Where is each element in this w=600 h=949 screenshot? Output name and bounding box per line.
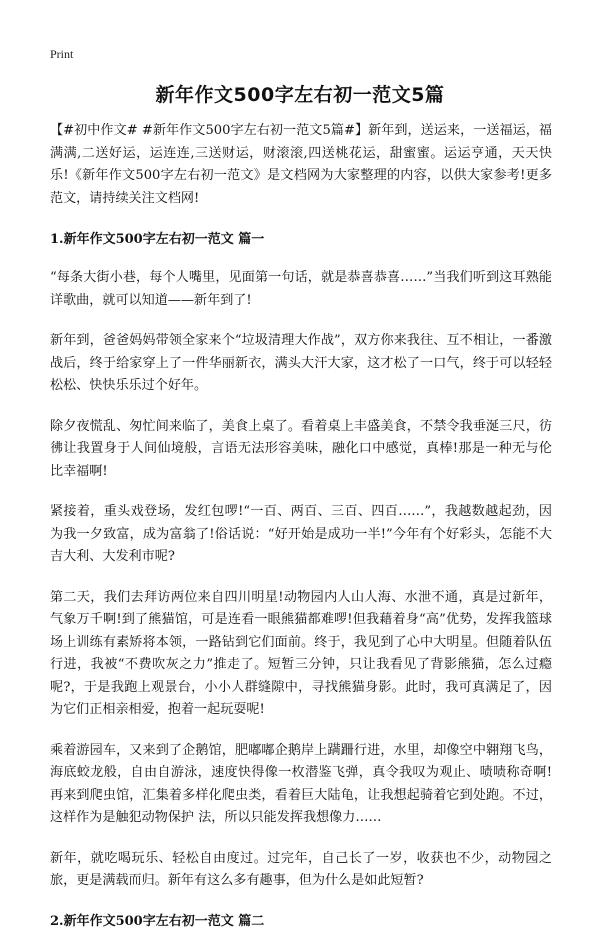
section-heading-1: 1.新年作文500字左右初一范文 篇一 [50, 232, 265, 247]
paragraph-4: 紧接着，重头戏登场，发红包啰!“一百、两百、三百、四百……”，我越数越起劲，因为我一夕致富，成为富翁了!俗话说：“好开始是成功一半!”今年有个好彩头，怎能不大吉大利、大发利市呢? [50, 504, 552, 564]
paragraph-2: 新年到，爸爸妈妈带领全家来个“垃圾清理大作战”，双方你来我往、互不相让，一番激战后，终于给家穿上了一件华丽新衣，满头大汗大家，这才松了一口气，终于可以轻轻松松、快快乐乐过个好年。 [50, 333, 552, 393]
paragraph-3: 除夕夜慌乱、匆忙间来临了，美食上桌了。看着桌上丰盛美食，不禁令我垂涎三尺，彷彿让我置身于人间仙境般，言语无法形容美味，融化口中感觉，真棒!那是一种无与伦比幸福啊! [50, 418, 552, 479]
paragraph-7: 新年，就吃喝玩乐、轻松自由度过。过完年，自己长了一岁，收获也不少，动物园之旅，更是满载而归。新年有这么多有趣事，但为什么是如此短暂? [50, 850, 552, 888]
paragraph-1: “每条大街小巷，每个人嘴里，见面第一句话，就是恭喜恭喜……”当我们听到这耳熟能详歌曲，就可以知道——新年到了! [50, 270, 552, 308]
intro-paragraph: 【#初中作文# #新年作文500字左右初一范文5篇#】新年到，送运来，一送福运，福满满,二送好运，运连连,三送财运，财滚滚,四送桃花运，甜蜜蜜。运运亨通，天天快乐!《新年作文500字左右初一范文》是文档网为大家整理的内容，以供大家参考!更多范文，请持续关注文档网! [50, 123, 552, 206]
page-title: 新年作文500字左右初一范文5篇 [155, 84, 445, 106]
paragraph-5: 第二天，我们去拜访两位来自四川明星!动物园内人山人海、水泄不通，真是过新年，气象万千啊!到了熊猫馆，可是连看一眼熊猫都难啰!但我藉着身“高”优势，发挥我篮球场上训练有素矫将本领，一路钻到它们面前。终于，我见到了心中大明星。但随着队伍行进，我被“不费吹灰之力”推走了。短暂三分钟，只让我看见了背影熊猫，怎么过瘾呢?，于是我跑上观景台，小小人群缝隙中，寻找熊猫身影。此时，我可真满足了，因为它们正相亲相爱，抱着一起玩耍呢! [50, 589, 552, 717]
article-body [50, 120, 552, 949]
paragraph-6: 乘着游园车，又来到了企鹅馆，肥嘟嘟企鹅岸上蹒跚行进，水里，却像空中翱翔飞鸟，海底蛟龙般，自由自游泳，速度快得像一枚潜鉴飞弹，真令我叹为观止、啧啧称奇啊!再来到爬虫馆，汇集着多样化爬虫类，看着巨大陆龟，让我想起骑着它到处跑。不过，这样作为是触犯动物保护 法，所以只能发挥我想像力…… [50, 742, 552, 825]
section-heading-2: 2.新年作文500字左右初一范文 篇二 [50, 913, 265, 929]
print-label[interactable]: Print [50, 47, 74, 61]
